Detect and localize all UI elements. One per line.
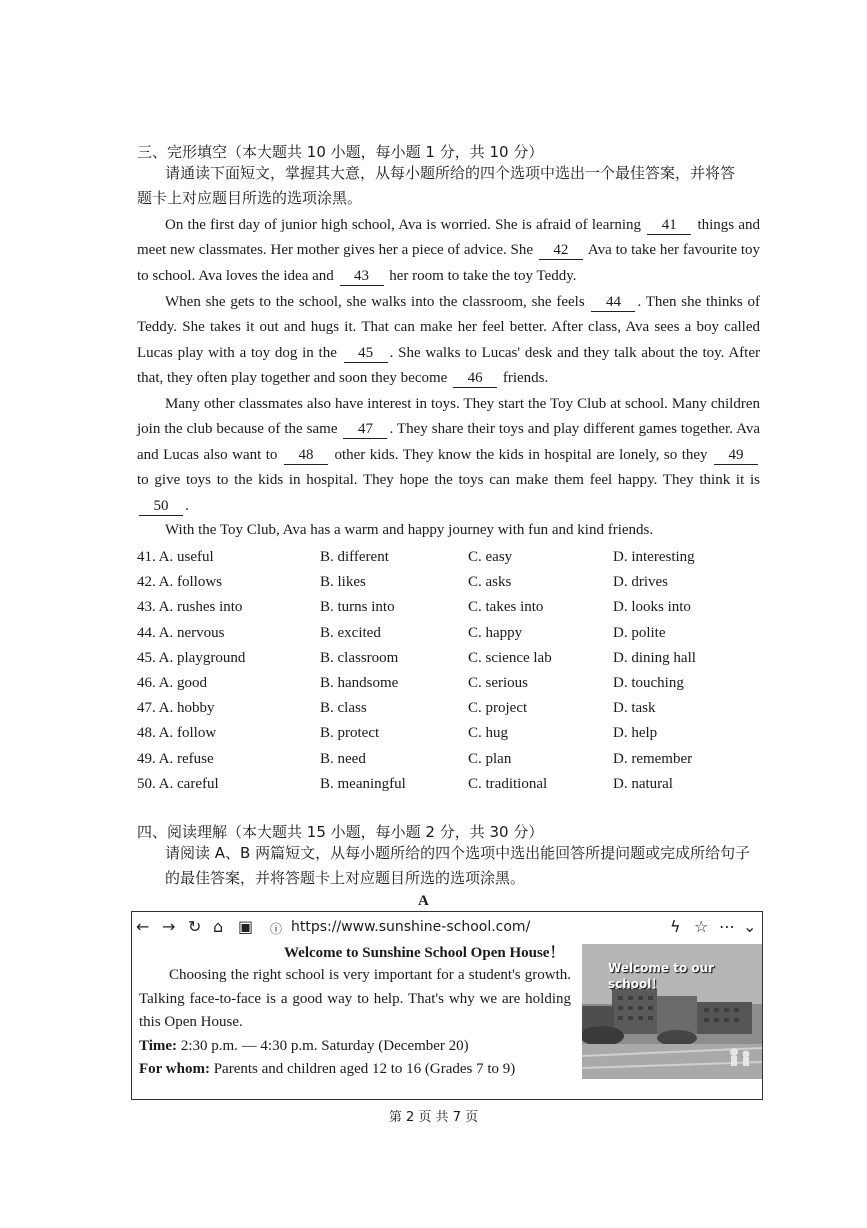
- para-text: .: [185, 497, 189, 514]
- option-a: 41. A. useful: [137, 549, 214, 565]
- cloze-paragraph-1: [137, 213, 760, 289]
- star-icon[interactable]: ☆: [694, 917, 709, 936]
- extension-icon[interactable]: ▣: [238, 917, 254, 936]
- section3-instruction-line1: 请通读下面短文，掌握其大意，从每小题所给的四个选项中选出一个最佳答案，并将答: [165, 164, 736, 182]
- cloze-paragraph-3: [137, 392, 760, 519]
- options-list: [137, 545, 777, 797]
- option-row-50: [137, 772, 777, 797]
- option-d: D. task: [613, 700, 656, 717]
- option-c: C. plan: [468, 750, 512, 767]
- para-text: to give toys to the kids in hospital. They hope the toys can make them feel happy. They think it is: [137, 472, 760, 489]
- section3-instruction: [137, 161, 765, 211]
- time-line: [139, 1035, 571, 1059]
- time-label: Time:: [139, 1037, 178, 1054]
- option-a: 50. A. careful: [137, 775, 219, 792]
- option-b: B. protect: [320, 725, 380, 742]
- home-icon[interactable]: ⌂: [213, 917, 224, 936]
- option-row-49: [137, 747, 777, 772]
- option-row-48: [137, 721, 777, 746]
- for-whom-label: For whom:: [139, 1061, 210, 1077]
- option-b: B. turns into: [320, 599, 395, 616]
- chevron-down-icon[interactable]: ⌄: [743, 917, 757, 936]
- option-b: B. meaningful: [320, 775, 406, 792]
- cloze-paragraph-4: With the Toy Club, Ava has a warm and happy journey with fun and kind friends.: [165, 522, 654, 538]
- option-row-42: [137, 570, 777, 595]
- option-d: D. remember: [613, 750, 693, 767]
- option-a: 42. A. follows: [137, 574, 223, 591]
- blank-48: 48: [284, 447, 328, 465]
- cloze-paragraph-2: [137, 290, 760, 392]
- para-text: When she gets to the school, she walks into the classroom, she feels: [165, 294, 585, 310]
- option-a: 48. A. follow: [137, 725, 217, 742]
- time-value: 2:30 p.m. — 4:30 p.m. Saturday (December 20): [180, 1037, 469, 1054]
- para-text: Ava to take her favourite toy to school. Ava loves the idea and: [137, 242, 760, 284]
- option-row-47: [137, 696, 777, 721]
- section4-instruction-line2: 的最佳答案，并将答题卡上对应题目所选的选项涂黑。: [165, 869, 526, 887]
- option-c: C. happy: [468, 624, 523, 641]
- option-row-43: [137, 595, 777, 620]
- more-icon[interactable]: ⋯: [719, 917, 735, 936]
- forward-arrow-icon[interactable]: →: [162, 917, 176, 936]
- section3-instruction-line2: 题卡上对应题目所选的选项涂黑。: [137, 189, 363, 207]
- para-text: things and meet new classmates. Her mother gives her a piece of advice. She: [137, 217, 761, 259]
- option-b: B. class: [320, 700, 367, 717]
- blank-46: 46: [453, 370, 497, 388]
- option-c: C. serious: [468, 674, 528, 691]
- option-d: D. dining hall: [613, 649, 696, 666]
- option-b: B. classroom: [320, 649, 399, 666]
- option-d: D. looks into: [613, 599, 691, 616]
- blank-49: 49: [714, 447, 758, 465]
- option-row-46: [137, 671, 777, 696]
- section4-instruction: [165, 841, 765, 891]
- para-text: her room to take the toy Teddy.: [389, 267, 577, 284]
- blank-44: 44: [591, 294, 635, 312]
- blank-45: 45: [344, 345, 388, 363]
- option-b: B. need: [320, 750, 366, 767]
- for-whom-value: Parents and children aged 12 to 16 (Grades 7 to 9): [213, 1061, 516, 1077]
- reload-icon[interactable]: ↻: [188, 917, 202, 936]
- option-d: D. help: [613, 725, 658, 742]
- option-c: C. project: [468, 700, 528, 717]
- blank-50: 50: [139, 498, 183, 516]
- option-d: D. drives: [613, 574, 668, 591]
- section3-title: 三、完形填空（本大题共 10 小题，每小题 1 分，共 10 分）: [137, 143, 544, 161]
- para-text: . She walks to Lucas' desk and they talk about the toy. After that, they often play together and soon they become: [137, 344, 760, 387]
- option-row-44: [137, 621, 777, 646]
- school-photo: [582, 944, 762, 1079]
- blank-41: 41: [647, 217, 691, 235]
- option-c: C. takes into: [468, 599, 544, 616]
- page-number: 第 2 页 共 7 页: [388, 1110, 479, 1125]
- para-text: other kids. They know the kids in hospital are lonely, so they: [334, 446, 708, 463]
- option-a: 44. A. nervous: [137, 624, 225, 641]
- photo-caption: Welcome to our school！: [608, 961, 715, 991]
- option-c: C. asks: [468, 574, 512, 591]
- option-c: C. science lab: [468, 649, 552, 666]
- option-row-41: [137, 545, 777, 570]
- option-b: B. likes: [320, 574, 366, 591]
- para-text: . Then she thinks of Teddy. She takes it out and hugs it. That can make her feel better. After class, Ava sees a boy called Lucas play with a toy dog in the: [137, 294, 760, 361]
- option-b: B. different: [320, 549, 389, 565]
- option-a: 45. A. playground: [137, 649, 246, 666]
- browser-window: [131, 911, 763, 1100]
- para-text: Many other classmates also have interest in toys. They start the Toy Club at school. Many children join the club because of the same: [137, 396, 760, 438]
- back-arrow-icon[interactable]: ←: [136, 917, 150, 936]
- option-d: D. natural: [613, 775, 673, 792]
- site-info-icon[interactable]: ⓘ: [270, 922, 283, 936]
- option-b: B. handsome: [320, 674, 399, 691]
- option-a: 43. A. rushes into: [137, 599, 243, 616]
- section4-title: 四、阅读理解（本大题共 15 小题，每小题 2 分，共 30 分）: [137, 823, 544, 841]
- option-c: C. traditional: [468, 775, 548, 792]
- option-d: D. touching: [613, 674, 684, 691]
- blank-43: 43: [340, 268, 384, 286]
- blank-47: 47: [343, 421, 387, 439]
- open-house-intro: Choosing the right school is very important for a student's growth. Talking face-to-face is a good way to help. That's why we are holding this Open House.: [139, 967, 571, 1030]
- option-a: 47. A. hobby: [137, 700, 215, 717]
- para-text: . They share their toys and play different games together. Ava and Lucas also want to: [137, 421, 760, 463]
- blank-42: 42: [539, 242, 583, 260]
- option-a: 49. A. refuse: [137, 750, 214, 767]
- option-row-45: [137, 646, 777, 671]
- section4-instruction-line1: 请阅读 A、B 两篇短文，从每小题所给的四个选项中选出能回答所提问题或完成所给句子: [165, 844, 751, 862]
- option-d: D. polite: [613, 624, 666, 641]
- page-heading: Welcome to Sunshine School Open House！: [284, 945, 565, 961]
- for-whom-line: [139, 1058, 571, 1082]
- browser-toolbar: [132, 912, 762, 942]
- option-a: 46. A. good: [137, 674, 208, 691]
- option-b: B. excited: [320, 624, 381, 641]
- passage-label: A: [418, 893, 429, 909]
- para-text: On the first day of junior high school, Ava is worried. She is afraid of learning: [165, 217, 642, 233]
- para-text: friends.: [502, 370, 549, 387]
- option-c: C. hug: [468, 725, 509, 742]
- open-house-info: [139, 964, 571, 1082]
- address-bar[interactable]: https://www.sunshine-school.com/: [291, 919, 531, 935]
- option-d: D. interesting: [613, 549, 695, 565]
- flash-icon[interactable]: ϟ: [670, 917, 681, 936]
- option-c: C. easy: [468, 549, 513, 565]
